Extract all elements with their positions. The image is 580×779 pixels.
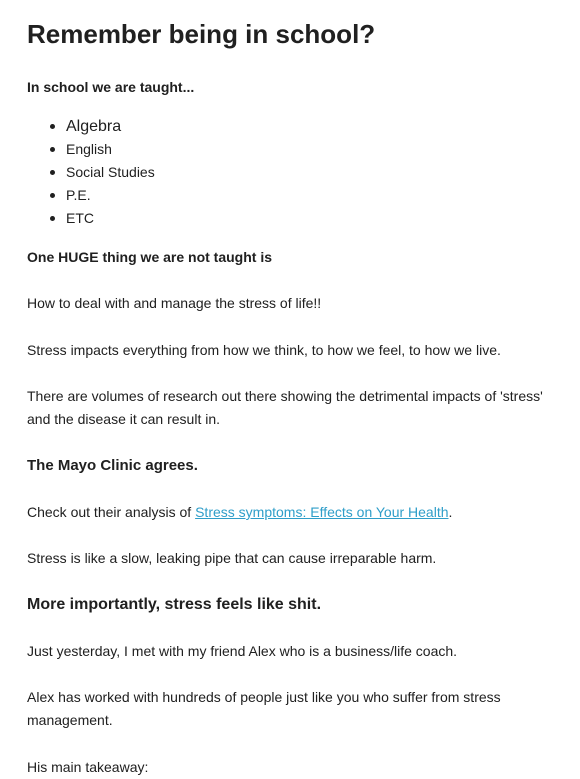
not-taught-text: One HUGE thing we are not taught is (27, 249, 273, 265)
paragraph: Just yesterday, I met with my friend Alex who is a business/life coach. (27, 643, 458, 659)
intro-text: In school we are taught... (27, 79, 195, 95)
paragraph: His main takeaway: (27, 759, 149, 775)
paragraph: There are volumes of research out there showing the detrimental impacts of 'stress' and the disease it can result in. (27, 388, 543, 427)
mayo-heading: The Mayo Clinic agrees. (27, 457, 198, 474)
paragraph: Stress impacts everything from how we think, to how we feel, to how we live. (27, 342, 501, 358)
paragraph: Stress is like a slow, leaking pipe that can cause irreparable harm. (27, 550, 437, 566)
list-item: Algebra (66, 115, 155, 138)
list-item: English (66, 138, 155, 161)
page-title: Remember being in school? (27, 19, 376, 49)
mayo-clinic-link[interactable]: Stress symptoms: Effects on Your Health (195, 504, 449, 520)
paragraph-text: . (448, 504, 453, 520)
paragraph-with-link (27, 501, 557, 524)
subjects-list (27, 115, 155, 230)
paragraph-text: Check out their analysis of (27, 504, 196, 520)
paragraph: How to deal with and manage the stress of life!! (27, 295, 322, 311)
list-item: P.E. (66, 184, 155, 207)
important-heading: More importantly, stress feels like shit. (27, 596, 322, 613)
paragraph: Alex has worked with hundreds of people just like you who suffer from stress management. (27, 689, 501, 728)
list-item: Social Studies (66, 161, 155, 184)
list-item: ETC (66, 207, 155, 230)
